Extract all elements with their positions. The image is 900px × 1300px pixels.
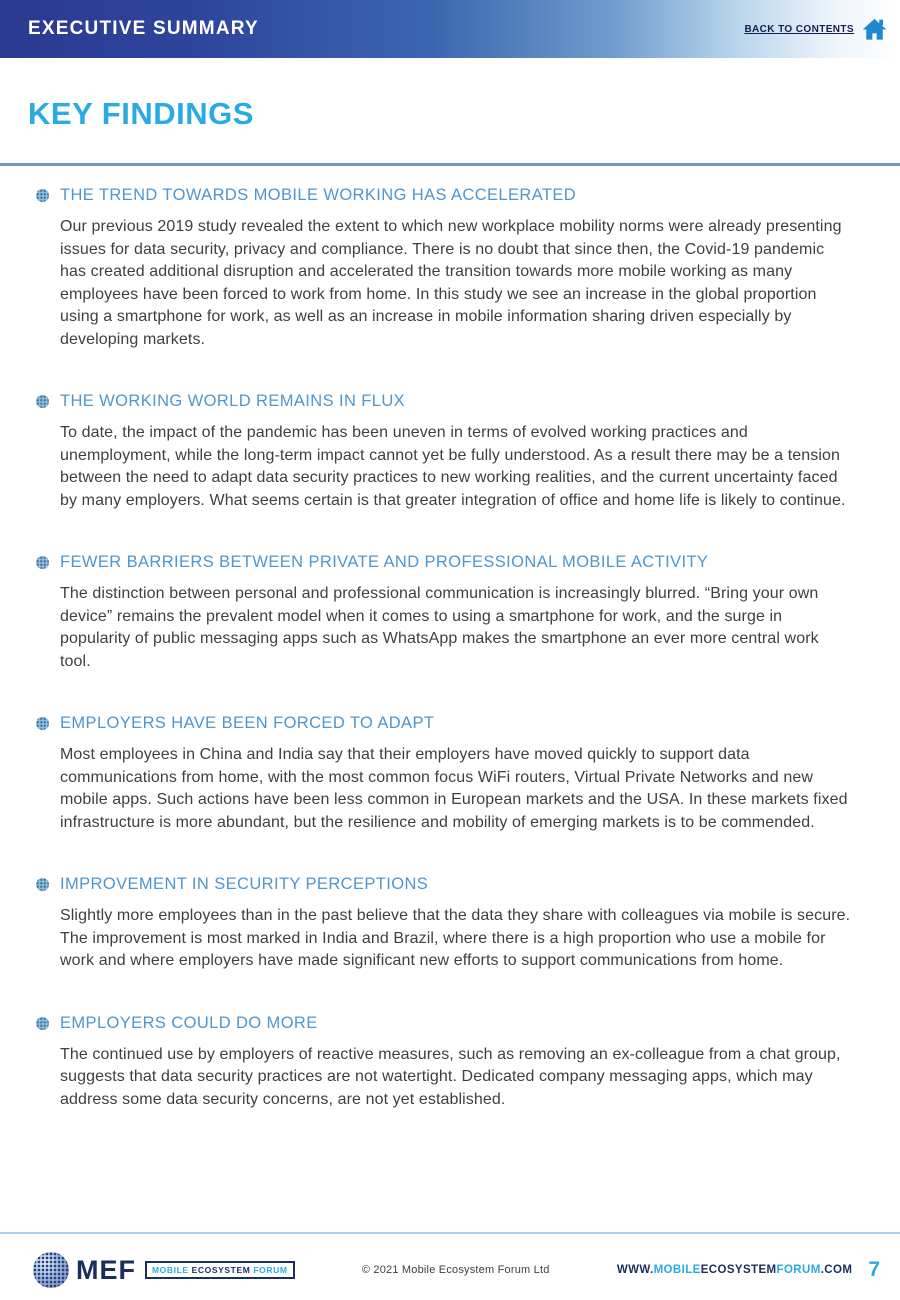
page-number: 7 (868, 1258, 880, 1281)
section-security-perceptions (36, 875, 852, 973)
section-head (36, 553, 852, 572)
section-head (36, 186, 852, 205)
mef-globe-icon (33, 1252, 69, 1288)
section-heading: THE TREND TOWARDS MOBILE WORKING HAS ACCELERATED (60, 186, 577, 204)
section-heading: EMPLOYERS HAVE BEEN FORCED TO ADAPT (60, 714, 435, 732)
section-employers-could-do-more (36, 1014, 852, 1112)
section-head (36, 1014, 852, 1033)
section-body: Slightly more employees than in the past believe that the data they share with colleagues via mobile is secure. The improvement is most marked in India and Brazil, where there is a high proportion who use a mobile for work and where employers have made significant new efforts to support communications from home. (60, 907, 851, 969)
section-head (36, 875, 852, 894)
mef-tagline (145, 1261, 295, 1279)
section-heading: EMPLOYERS COULD DO MORE (60, 1013, 318, 1032)
page-title: KEY FINDINGS (28, 96, 254, 131)
dotted-globe-bullet-icon (36, 189, 49, 202)
section-fewer-barriers (36, 553, 852, 673)
section-body: Most employees in China and India say that their employers have moved quickly to support data communications from home, with the most common focus WiFi routers, Virtual Private Networks and new mobile apps. Such actions have been less common in European markets and the USA. In these markets fixed infrastructure is more abundant, but the resilience and mobility of emerging markets is to be commended. (60, 746, 848, 831)
section-employers-adapt (36, 714, 852, 834)
footer-divider (0, 1232, 900, 1234)
section-heading: THE WORKING WORLD REMAINS IN FLUX (60, 392, 406, 410)
tagline-forum: FORUM (253, 1265, 288, 1275)
header-title: EXECUTIVE SUMMARY (28, 18, 259, 39)
back-to-contents-link[interactable]: BACK TO CONTENTS (744, 23, 854, 35)
section-body: The distinction between personal and professional communication is increasingly blurred. “Bring your own device” remains the prevalent model when it comes to using a smartphone for work, and the surge in popularity of public messaging apps such as WhatsApp makes the smartphone an ever more central work tool. (60, 585, 819, 670)
footer (0, 1244, 900, 1296)
website-www: WWW. (616, 1264, 654, 1276)
website-mobile: MOBILE (653, 1264, 701, 1276)
dotted-globe-bullet-icon (36, 556, 49, 569)
key-findings-content (0, 186, 900, 1152)
section-head (36, 714, 852, 733)
website-com: .COM (820, 1264, 853, 1276)
section-heading: IMPROVEMENT IN SECURITY PERCEPTIONS (60, 875, 429, 893)
dotted-globe-bullet-icon (36, 1017, 49, 1030)
tagline-mobile: MOBILE (152, 1265, 189, 1275)
dotted-globe-bullet-icon (36, 878, 49, 891)
dotted-globe-bullet-icon (36, 395, 49, 408)
section-working-world-flux (36, 392, 852, 512)
website-forum: FORUM (776, 1264, 821, 1276)
section-body: The continued use by employers of reactive measures, such as removing an ex-colleague from a chat group, suggests that data security practices are not watertight. Dedicated company messaging apps, which may address some data security concerns, are not yet established. (60, 1045, 841, 1108)
mef-logo-text: MEF (76, 1254, 136, 1285)
tagline-ecosystem: ECOSYSTEM (191, 1265, 251, 1275)
home-icon[interactable] (861, 16, 888, 43)
section-body: To date, the impact of the pandemic has been uneven in terms of evolved working practices and unemployment, while the long-term impact cannot yet be fully understood. As a result there may be a tension between the need to adapt data security practices to new working realities, and the current uncertainty faced by many employers. What seems certain is that greater integration of office and home life is likely to continue. (60, 424, 846, 509)
header-right (744, 0, 888, 58)
section-body: Our previous 2019 study revealed the extent to which new workplace mobility norms were already presenting issues for data security, privacy and compliance. There is no doubt that since then, the Covid-19 pandemic has created additional disruption and accelerated the transition towards more mobile working as many employees have been forced to work from home. In this study we see an increase in the global proportion using a smartphone for work, as well as an increase in mobile information sharing driven especially by developing markets. (60, 218, 842, 348)
copyright-text: © 2021 Mobile Ecosystem Forum Ltd (361, 1264, 550, 1276)
title-divider (0, 163, 900, 166)
website-ecosystem: ECOSYSTEM (700, 1264, 777, 1276)
footer-right (617, 1258, 880, 1282)
section-head (36, 392, 852, 411)
website-link[interactable] (617, 1264, 852, 1276)
section-heading: FEWER BARRIERS BETWEEN PRIVATE AND PROFESSIONAL MOBILE ACTIVITY (60, 553, 709, 571)
mef-logo (33, 1252, 295, 1288)
section-trend-mobile-working (36, 186, 852, 351)
dotted-globe-bullet-icon (36, 717, 49, 730)
header-bar (0, 0, 900, 58)
